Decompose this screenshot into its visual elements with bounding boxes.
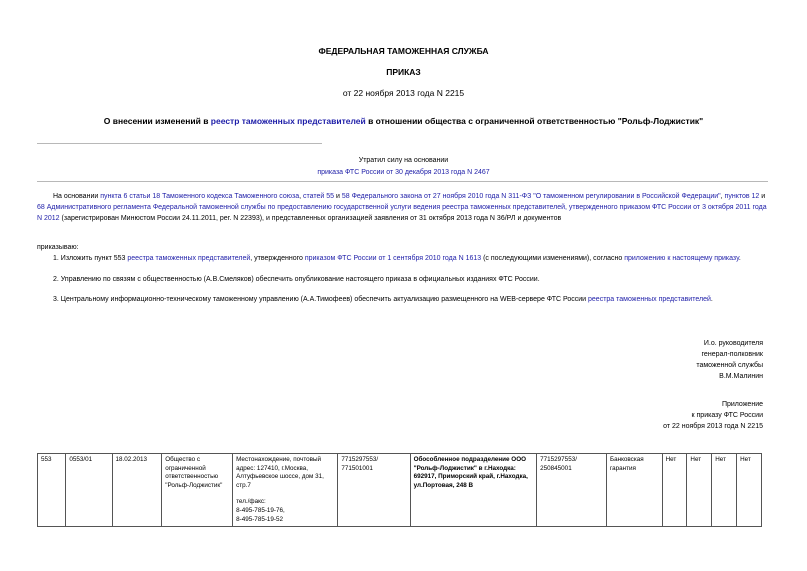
appendix-ref: к приказу ФТС России — [691, 412, 763, 419]
order-item-3 — [53, 296, 768, 303]
appendix-table — [37, 453, 762, 527]
appendix-header — [663, 399, 763, 432]
cell-organization: Общество с ограниченной ответственностью "Рольф-Лоджистик" — [162, 454, 233, 527]
cell-flag: Нет — [687, 454, 712, 527]
basis-text: , — [720, 193, 725, 200]
item3-text: 3. Центральному информационно-техническому таможенному управлению (А.А.Тимофеев) обеспечить актуализацию размещенного на WEB-сервере ФТС России — [53, 296, 589, 303]
cell-reg-number: 0553/01 — [66, 454, 112, 527]
title-registry-link[interactable]: реестр таможенных представителей — [210, 116, 366, 126]
phone-label: тел./факс: — [236, 498, 266, 506]
cell-branch: Обособленное подразделение ООО "Рольф-Лоджистик" в г.Находка: 692917, Приморский край, г.Находка, ул.Портовая, 248 В — [410, 454, 537, 527]
cell-flag: Нет — [662, 454, 687, 527]
cell-guarantee: Банковская гарантия — [606, 454, 662, 527]
signature-block — [696, 338, 763, 382]
signature-rank: генерал-полковник — [701, 351, 763, 358]
appendix-title: Приложение — [721, 401, 763, 408]
cell-number: 553 — [38, 454, 66, 527]
divider-top — [37, 143, 322, 144]
order-item-1 — [53, 255, 768, 262]
basis-text: (зарегистрирован Минюстом России 24.11.2011, рег. N 22393), и представленных организацией заявления от 31 октября 2013 года N 36/РЛ и документов — [59, 215, 562, 222]
divider-status — [37, 181, 768, 182]
basis-link-regulation[interactable]: 68 Административного регламента Федеральной таможенной службы по предоставлению государственной услуги ведения реестра таможенных представителей, утвержденного приказом ФТС России от 3 октября 2011 года N 2012 — [37, 204, 767, 222]
cell-inn-kpp: 7715297553/ 771501001 — [338, 454, 410, 527]
item1-text: , утвержденного — [250, 255, 305, 262]
basis-text: и — [759, 193, 766, 200]
appendix-date: от 22 ноября 2013 года N 2215 — [663, 423, 763, 430]
signature-position: И.о. руководителя — [703, 340, 763, 347]
basis-link-point12[interactable]: пунктов 12 — [724, 193, 760, 200]
status-repeal-link[interactable]: приказа ФТС России от 30 декабря 2013 года N 2467 — [317, 169, 490, 176]
item3-text: . — [710, 296, 713, 303]
item1-text: (с последующими изменениями), согласно — [481, 255, 625, 262]
cell-flag: Нет — [737, 454, 762, 527]
phone-number: 8-495-785-19-52 — [236, 515, 284, 523]
item1-text: . — [738, 255, 741, 262]
basis-text: , — [299, 193, 304, 200]
table-row — [38, 454, 762, 527]
cell-date: 18.02.2013 — [112, 454, 162, 527]
basis-link-federal-law[interactable]: 58 Федерального закона от 27 ноября 2010 года N 311-ФЗ "О таможенном регулировании в Российской Федерации" — [341, 193, 721, 200]
basis-link-customs-code[interactable]: пункта 6 статьи 18 Таможенного кодекса Таможенного союза — [100, 193, 300, 200]
basis-link-article55[interactable]: статей 55 — [303, 193, 335, 200]
order-item-2: 2. Управлению по связям с общественностью (А.В.Смеляков) обеспечить опубликование настоящего приказа в официальных изданиях ФТС России. — [53, 276, 540, 283]
item1-text: 1. Изложить пункт 553 — [53, 255, 128, 262]
basis-text: На основании — [53, 193, 101, 200]
cell-flag: Нет — [712, 454, 737, 527]
signature-service: таможенной службы — [696, 362, 763, 369]
cell-address — [233, 454, 338, 527]
document-type: ПРИКАЗ — [386, 67, 421, 77]
agency-name: ФЕДЕРАЛЬНАЯ ТАМОЖЕННАЯ СЛУЖБА — [318, 46, 489, 56]
title-part2: в отношении общества с ограниченной ответственностью "Рольф-Лоджистик" — [365, 116, 704, 126]
item3-registry-link[interactable]: реестра таможенных представителей — [588, 296, 711, 303]
document-date-number: от 22 ноября 2013 года N 2215 — [342, 88, 465, 98]
item1-order-link[interactable]: приказом ФТС России от 1 сентября 2010 года N 1613 — [304, 255, 482, 262]
basis-paragraph — [37, 191, 768, 224]
cell-branch-inn-kpp: 7715297553/ 250845001 — [537, 454, 607, 527]
signature-name: В.М.Малинин — [719, 373, 763, 380]
address-text: Местонахождение, почтовый адрес: 127410, г.Москва, Алтуфьевское шоссе, дом 31, стр.7 — [236, 456, 324, 489]
status-note — [200, 155, 607, 179]
phone-number: 8-495-785-19-76, — [236, 506, 285, 514]
item1-appendix-link[interactable]: приложению к настоящему приказу — [624, 255, 739, 262]
title-part1: О внесении изменений в — [103, 116, 211, 126]
basis-text: и — [334, 193, 342, 200]
status-line: Утратил силу на основании — [358, 157, 449, 164]
item1-registry-link[interactable]: реестра таможенных представителей — [127, 255, 251, 262]
document-title — [0, 116, 807, 126]
order-word: приказываю: — [37, 244, 79, 251]
